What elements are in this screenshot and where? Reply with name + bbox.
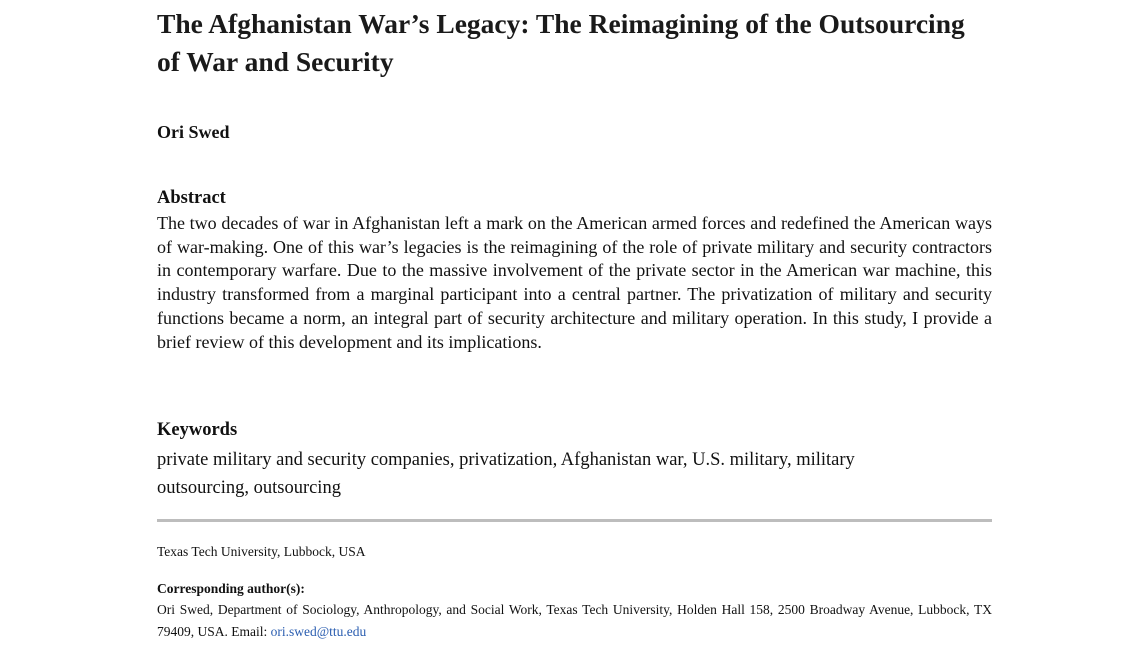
footer-divider: [157, 519, 992, 522]
abstract-text: The two decades of war in Afghanistan left a mark on the American armed forces and redefined the American ways of war-making. One of this war’s legacies is the reimagining of the role of private military and security contractors in contemporary warfare. Due to the massive involvement of the private sector in the American war machine, this industry transformed from a marginal participant into a central partner. The privatization of military and security functions became a norm, an integral part of security architecture and military operation. In this study, I provide a brief review of this development and its implications.: [157, 213, 992, 352]
author-email-link[interactable]: ori.swed@ttu.edu: [270, 624, 367, 639]
corresponding-author-text: Ori Swed, Department of Sociology, Anthropology, and Social Work, Texas Tech University, Holden Hall 158, 2500 Broadway Avenue, Lubbock, TX 79409, USA. Email:: [157, 602, 992, 639]
keywords-heading: Keywords: [157, 420, 238, 440]
corresponding-author-details: [157, 599, 992, 643]
corresponding-author-heading: Corresponding author(s):: [157, 581, 305, 596]
article-title: The Afghanistan War’s Legacy: The Reimagining of the Outsourcing of War and Security: [157, 8, 965, 77]
abstract-heading: Abstract: [157, 188, 226, 208]
keywords-text: private military and security companies, privatization, Afghanistan war, U.S. military, military outsourcing, outsourcing: [157, 450, 855, 498]
author-name: Ori Swed: [157, 122, 230, 142]
author-affiliation: Texas Tech University, Lubbock, USA: [157, 544, 366, 559]
